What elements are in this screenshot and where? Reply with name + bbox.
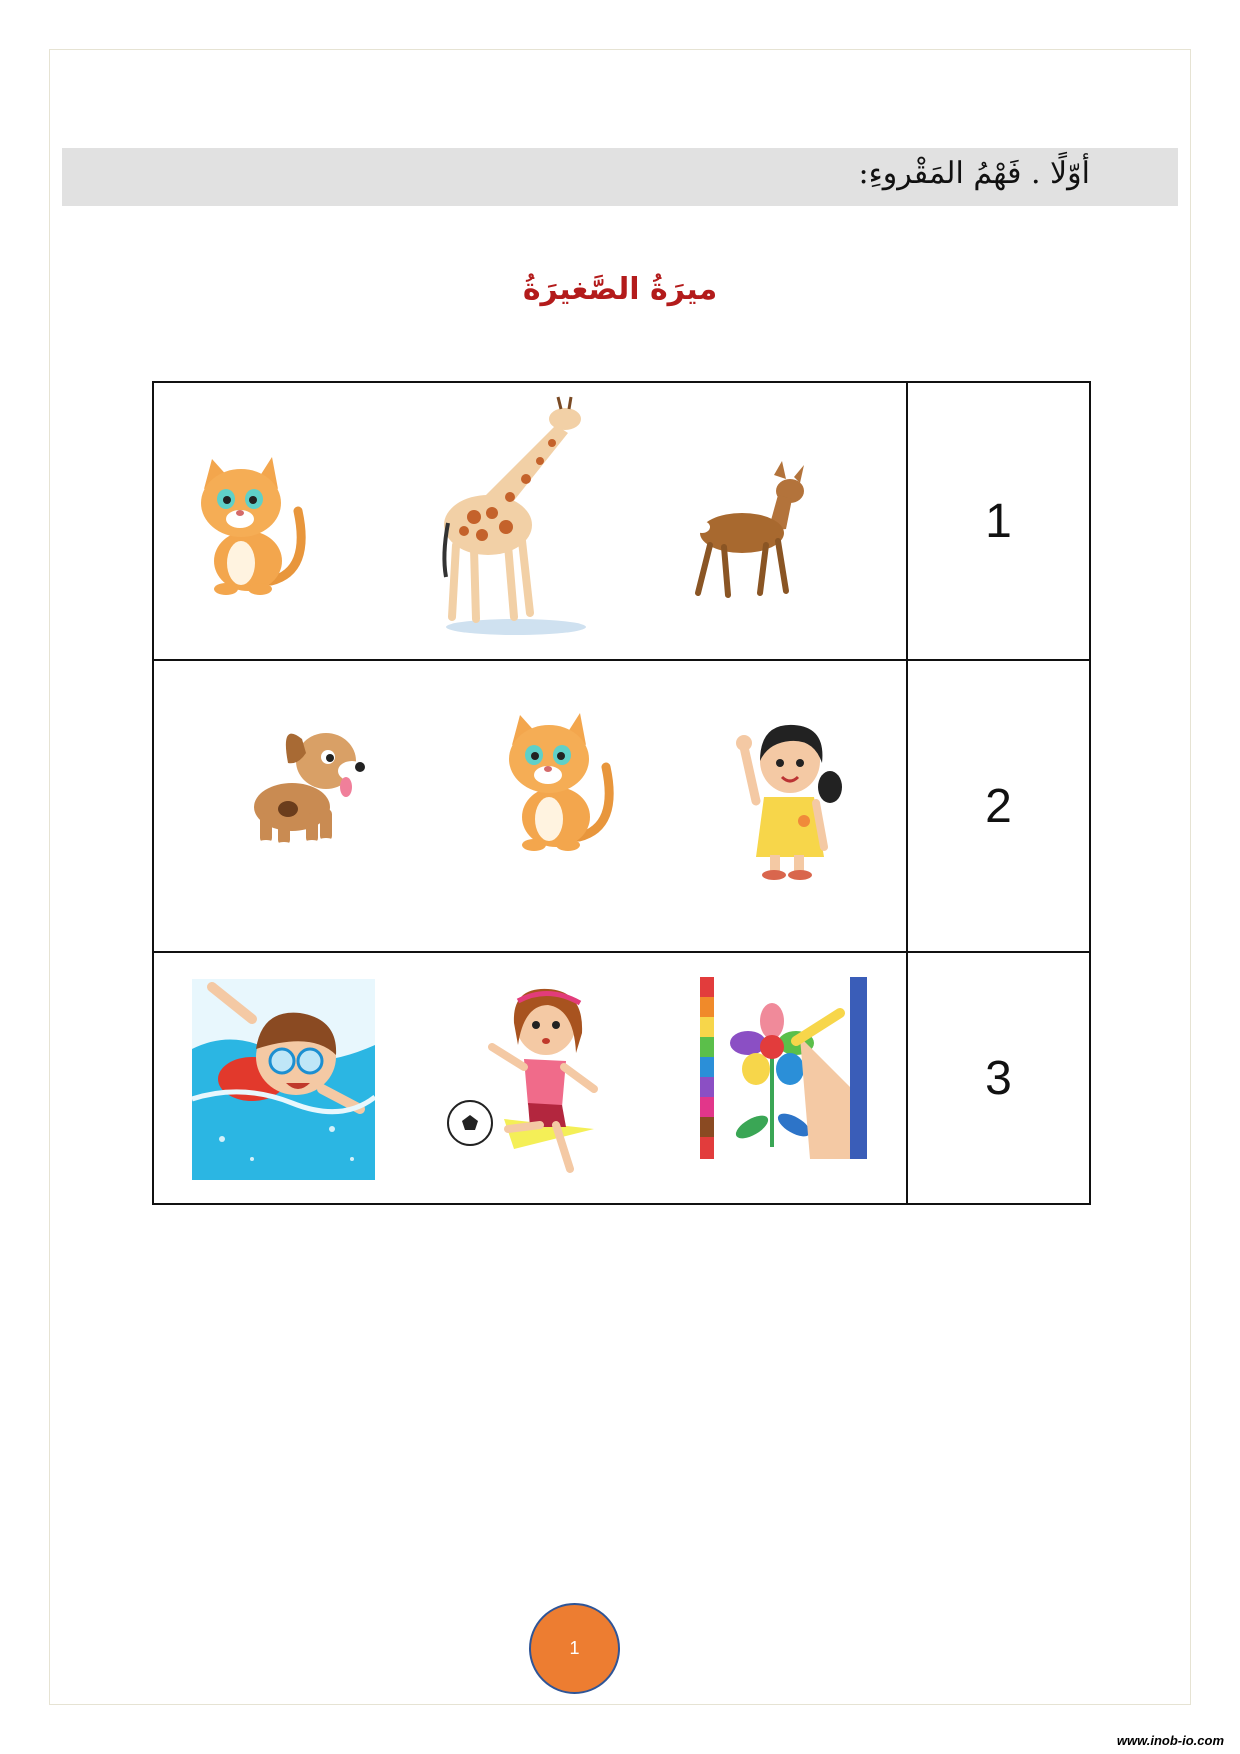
section-title: أوّلًا . فَهْمُ المَقْروءِ: [858,156,1090,191]
page-number-badge: 1 [529,1603,620,1694]
picture-table [152,381,1091,1205]
watermark: www.inob-io.com [1116,1733,1224,1748]
pictures-cell [153,952,907,1204]
pictures-cell [153,382,907,660]
deer-icon [682,461,812,601]
table-row [153,952,1090,1204]
table-row [153,382,1090,660]
waving-girl-icon [734,717,844,883]
swimming-child-icon [192,979,375,1180]
puppy-icon [240,713,370,853]
row-number: 1 [907,382,1090,660]
cat-icon [494,707,624,857]
pictures-cell [153,660,907,952]
row-number: 2 [907,660,1090,952]
drawing-flower-icon [700,977,867,1159]
section-header-bar [62,148,1178,206]
row-number: 3 [907,952,1090,1204]
table-row [153,660,1090,952]
story-title: ميرَةُ الصَّغيرَةُ [522,272,718,307]
giraffe-icon [426,395,591,643]
girl-kicking-ball-icon [444,979,609,1179]
cat-icon [186,451,316,601]
